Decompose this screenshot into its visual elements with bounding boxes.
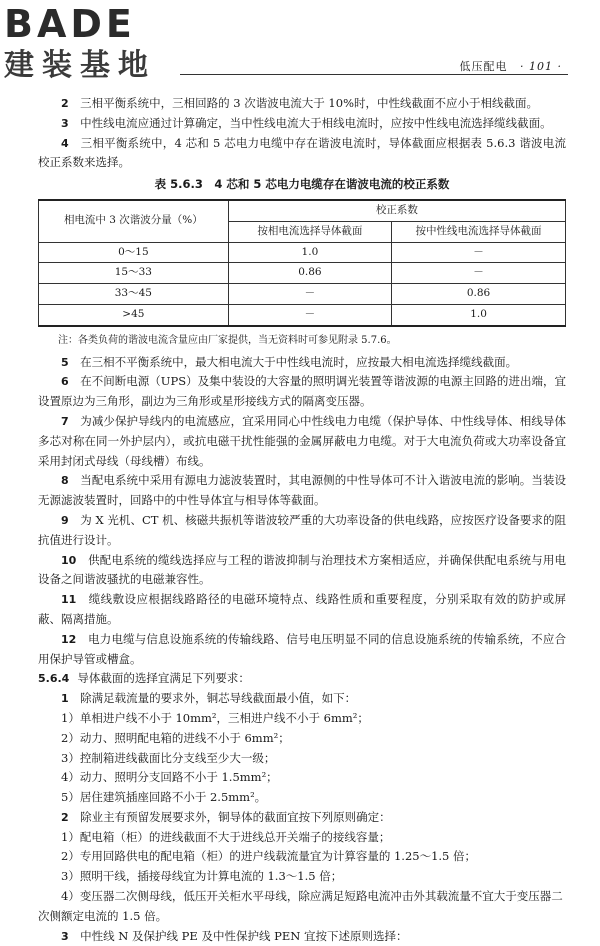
paragraph: 8 当配电系统中采用有源电力滤波装置时，其电源侧的中性导体可不计入谐波电流的影响。当装设无源滤波装置时，回路中的中性导体宜与相导体等截面。 — [38, 473, 567, 508]
logo-subtitle: 建装基地 — [4, 48, 156, 83]
header-rule — [180, 74, 568, 75]
list-item: 2）专用回路供电的配电箱（柜）的进户线载流量宜为计算容量的 1.25～1.5 倍； — [61, 849, 477, 864]
paragraph: 11 缆线敷设应根据线路路径的电磁环境特点、线路性质和重要程度，分别采取有效的防护或屏蔽、隔离措施。 — [38, 592, 566, 626]
list-item: 5）居住建筑插座回路不小于 2.5mm²。 — [61, 790, 267, 805]
paragraph: 2 除业主有预留发展要求外，铜导体的截面宜按下列原则确定： — [61, 809, 391, 824]
table-header-phase: 按相电流选择导体截面 — [228, 221, 391, 242]
paragraph: 3 中性线电流应通过计算确定，当中性线电流大于相线电流时，应按中性线电流选择缆线截面。 — [61, 115, 552, 130]
table-note: 注：各类负荷的谐波电流含量应由厂家提供，当无资料时可参见附录 5.7.6。 — [58, 334, 397, 346]
running-head — [460, 58, 562, 74]
page-number: · 101 · — [520, 60, 562, 73]
table-row: 33～45 － 0.86 — [39, 284, 566, 305]
list-item: 3）照明干线，插接母线宜为计算电流的 1.3～1.5 倍； — [61, 869, 343, 884]
list-item: 1）单相进户线不小于 10mm²，三相进户线不小于 6mm²； — [61, 710, 369, 725]
paragraph: 1 除满足载流量的要求外，铜芯导线截面最小值，如下： — [61, 691, 357, 706]
list-item: 4）动力、照明分支回路不小于 1.5mm²； — [61, 770, 278, 785]
table-caption: 表 5.6.3 4 芯和 5 芯电力电缆存在谐波电流的校正系数 — [154, 177, 450, 192]
page-body — [38, 94, 566, 946]
list-item: 3）控制箱进线截面比分支线至少大一级； — [61, 750, 276, 765]
table-row: 0～15 1.0 － — [39, 242, 566, 263]
paragraph: 12 电力电缆与信息设施系统的传输线路、信号电压明显不同的信息设施系统的传输系统，不应合用保护导管或槽盒。 — [38, 631, 567, 666]
logo — [4, 2, 184, 86]
table-row: >45 － 1.0 — [39, 304, 566, 325]
list-item: 1）配电箱（柜）的进线截面不大于进线总开关端子的接线容量； — [61, 829, 391, 844]
paragraph: 10 供配电系统的缆线选择应与工程的谐波抑制与治理技术方案相适应，并确保供配电系统与用电设备之间谐波骚扰的电磁兼容性。 — [38, 552, 567, 587]
paragraph: 2 三相平衡系统中，三相回路的 3 次谐波电流大于 10%时，中性线截面不应小于相线截面。 — [61, 96, 538, 110]
table-header-group: 校正系数 — [228, 200, 565, 221]
section-title: 低压配电 — [459, 60, 508, 73]
paragraph: 7 为减少保护导线内的电流感应，宜采用同心中性线电力电缆（保护导体、中性线导体、相线导体多芯对称在同一外护层内），或抗电磁干扰性能强的金属屏蔽电力电缆。对于大电流负荷或大功率设备宜采用封闭式母线（母线槽）布线。 — [38, 413, 567, 468]
list-item: 2）动力、照明配电箱的进线不小于 6mm²； — [61, 730, 290, 745]
paragraph: 4 三相平衡系统中，4 芯和 5 芯电力电缆中存在谐波电流时，导体截面应根据表 5.6.3 谐波电流校正系数来选择。 — [38, 135, 567, 170]
paragraph: 6 在不间断电源（UPS）及集中装设的大容量的照明调光装置等谐波源的电源主回路的进出端，宜设置原边为三角形，副边为三角形或星形接线方式的隔离变压器。 — [38, 374, 566, 409]
table-header-harmonic: 相电流中 3 次谐波分量（%） — [39, 200, 229, 242]
table-header-neutral: 按中性线电流选择导体截面 — [392, 221, 566, 242]
logo-brand: BADE — [4, 2, 136, 46]
paragraph: 3 中性线 N 及保护线 PE 及中性保护线 PEN 宜按下述原则选择： — [61, 928, 408, 943]
list-item: 4）变压器二次侧母线，低压开关柜水平母线，除应满足短路电流冲击外其载流量不宜大于变压器二次侧额定电流的 1.5 倍。 — [38, 889, 563, 923]
paragraph: 9 为 X 光机、CT 机、核磁共振机等谐波较严重的大功率设备的供电线路，应按医疗设备要求的阻抗值进行设计。 — [38, 512, 567, 547]
harmonic-correction-table — [38, 199, 566, 327]
paragraph: 5 在三相不平衡系统中，最大相电流大于中性线电流时，应按最大相电流选择缆线截面。 — [61, 354, 518, 369]
section-heading: 5.6.4 导体截面的选择宜满足下列要求： — [38, 671, 250, 686]
table-row: 15～33 0.86 － — [39, 263, 566, 284]
